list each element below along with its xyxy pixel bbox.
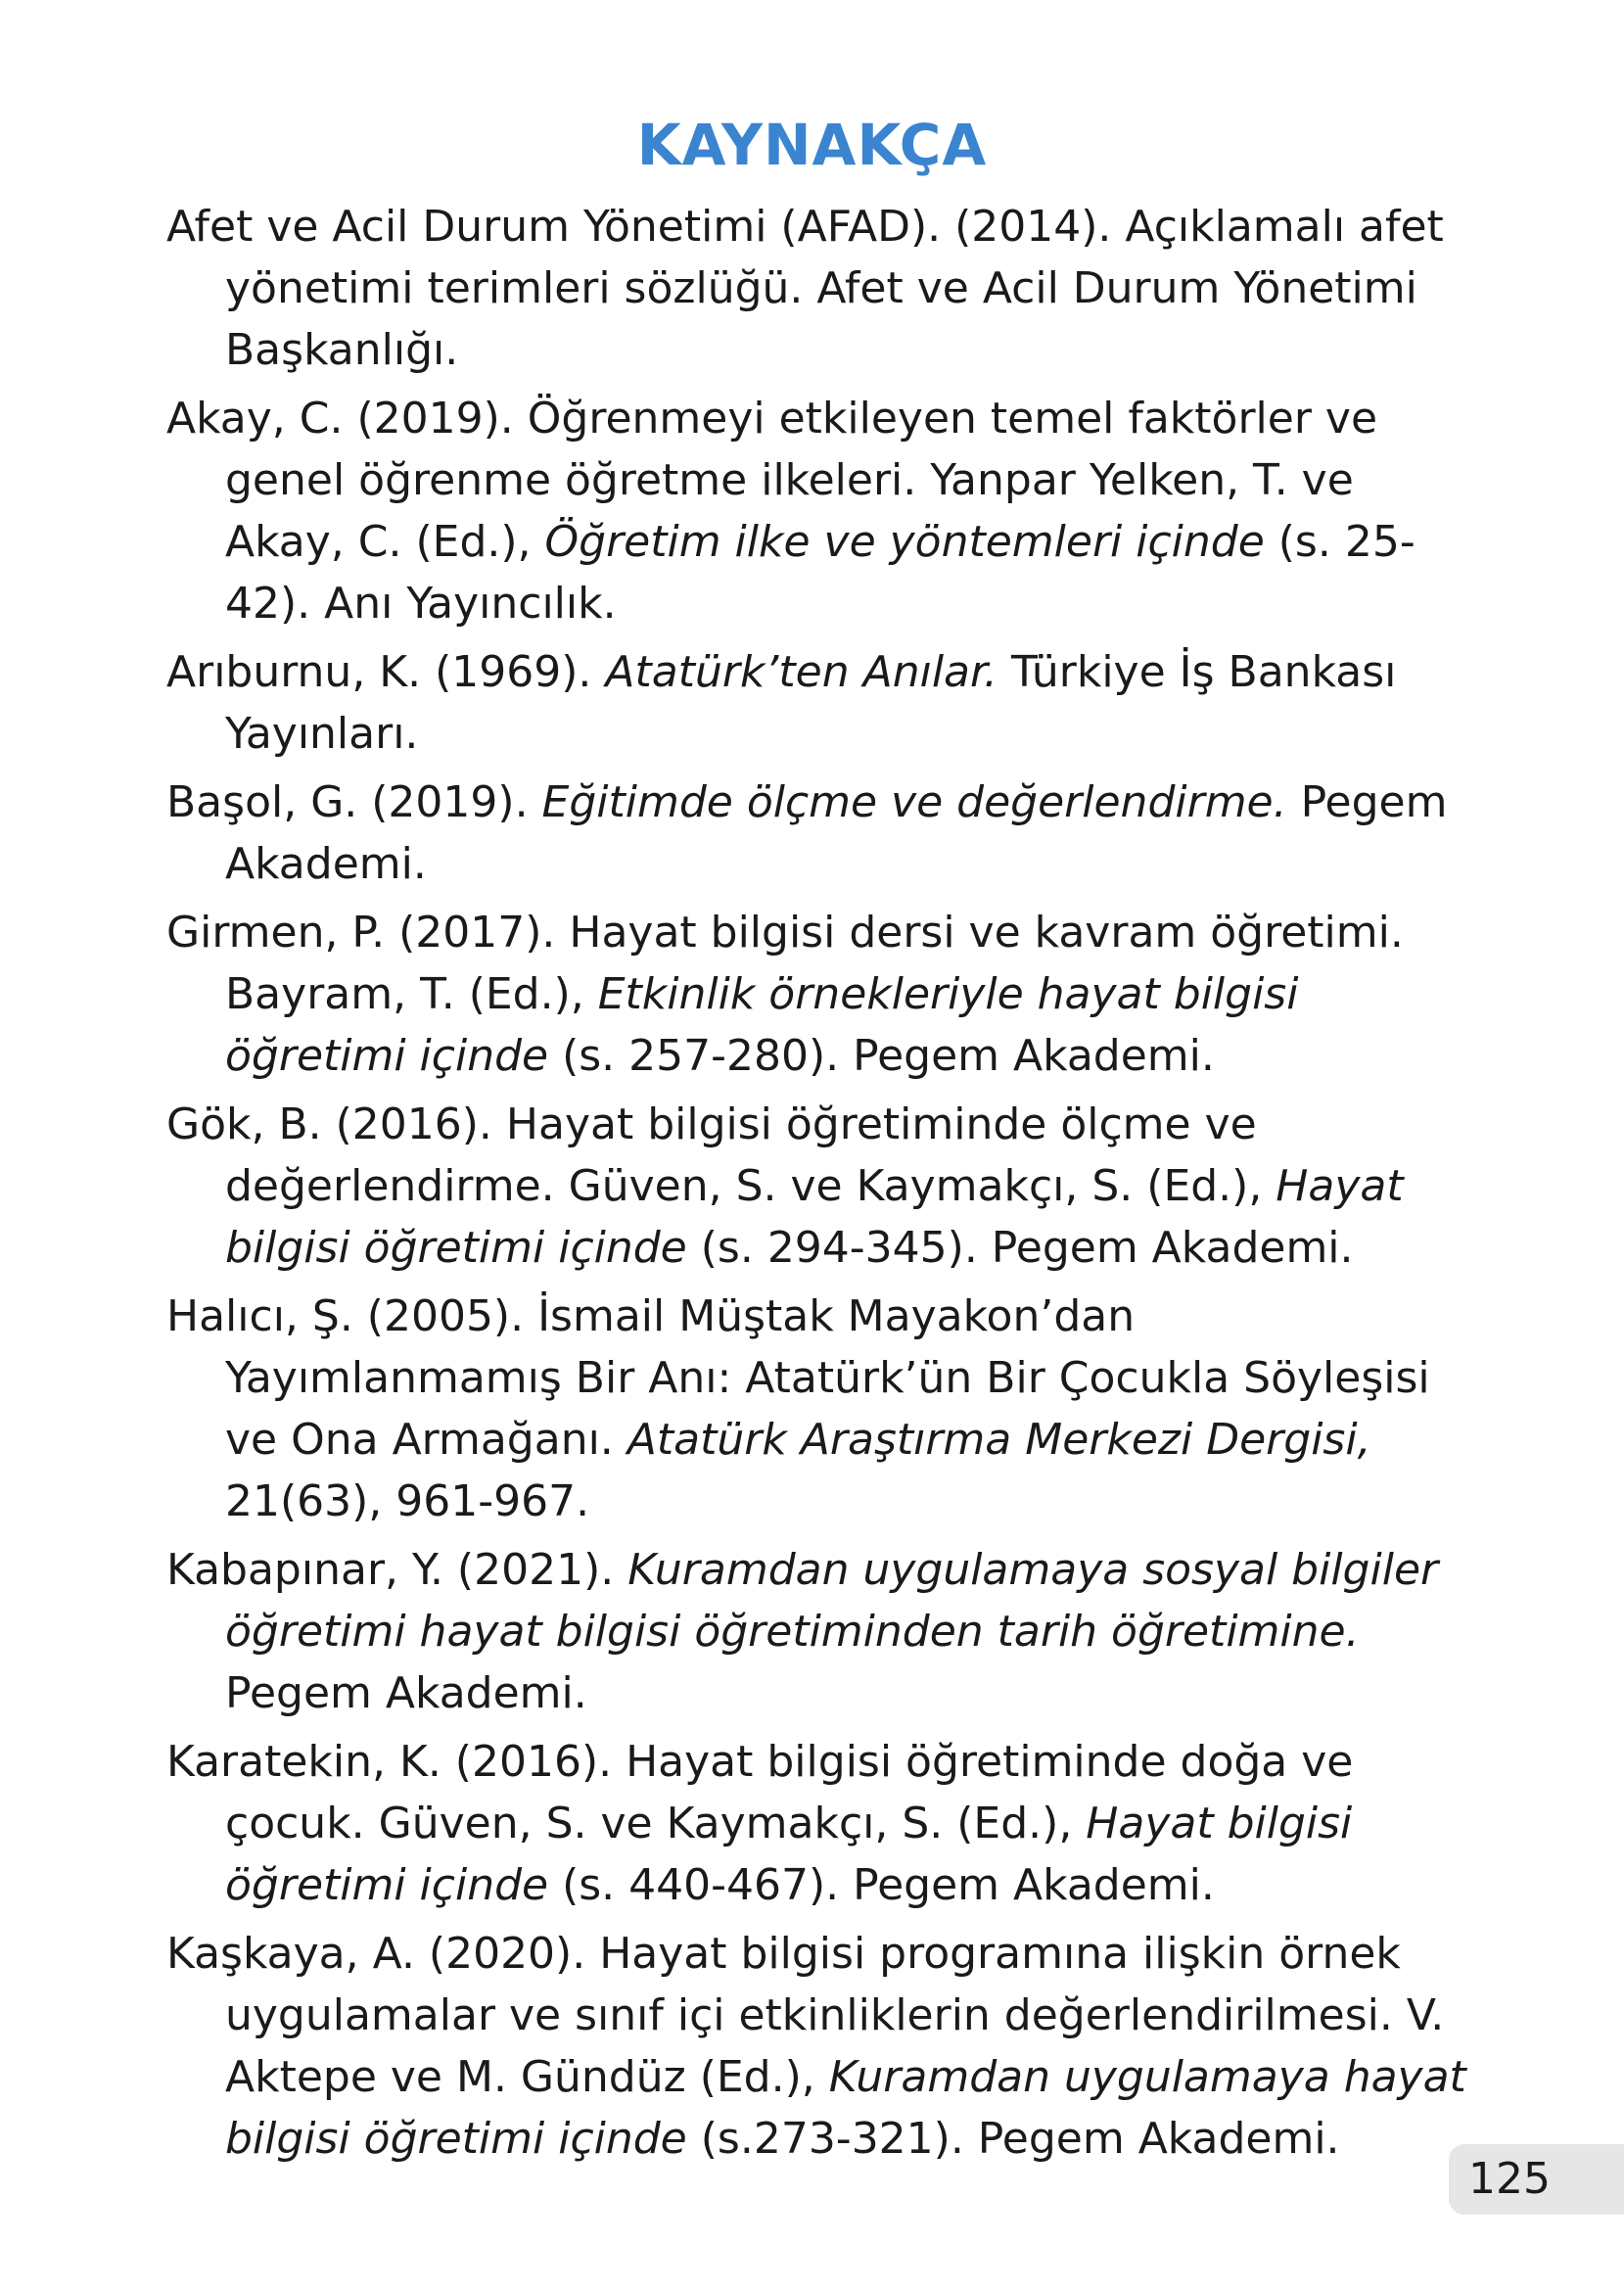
reference-text-end: (s. 25-42). Anı Yayıncılık. — [225, 517, 1415, 629]
reference-text: Akay, C. (2019). Öğrenmeyi etkileyen temel faktörler ve genel öğrenme öğretme ilkeleri. Yanpar Yelken, T. ve Akay, C. (Ed.), — [166, 394, 1378, 567]
reference-item — [166, 196, 1478, 381]
reference-text-end: (s. 257-280). Pegem Akademi. — [548, 1031, 1215, 1081]
reference-text-end: (s. 294-345). Pegem Akademi. — [686, 1223, 1354, 1273]
reference-text-end: 21(63), 961-967. — [225, 1476, 590, 1526]
reference-text: Afet ve Acil Durum Yönetimi (AFAD). (2014). Açıklamalı afet yönetimi terimleri sözlüğü. Afet ve Acil Durum Yönetimi Başkanlığı. — [166, 202, 1444, 375]
page-number: 125 — [1468, 2154, 1551, 2204]
reference-text: Kaşkaya, A. (2020). Hayat bilgisi programına ilişkin örnek uygulamalar ve sınıf içi etkinliklerin değerlendirilmesi. V. Aktepe ve M. Gündüz (Ed.), — [166, 1929, 1445, 2102]
reference-list — [166, 196, 1478, 2176]
reference-text-end: Pegem Akademi. — [225, 1668, 587, 1718]
reference-text: Halıcı, Ş. (2005). İsmail Müştak Mayakon’dan Yayımlanmamış Bir Anı: Atatürk’ün Bir Çocukla Söyleşisi ve Ona Armağanı. — [166, 1291, 1430, 1465]
reference-italic-title: Kuramdan uygulamaya hayat bilgisi öğretimi içinde — [225, 2052, 1466, 2164]
page-number-tab — [1449, 2144, 1624, 2215]
reference-item — [166, 1923, 1478, 2170]
reference-text: Karatekin, K. (2016). Hayat bilgisi öğretiminde doğa ve çocuk. Güven, S. ve Kaymakçı, S. (Ed.), — [166, 1737, 1354, 1848]
reference-text-end: Türkiye İş Bankası Yayınları. — [225, 647, 1397, 759]
reference-italic-title: Eğitimde ölçme ve değerlendirme. — [541, 777, 1287, 827]
reference-item — [166, 388, 1478, 634]
reference-italic-title: Öğretim ilke ve yöntemleri içinde — [544, 517, 1265, 567]
reference-italic-title: Hayat bilgisi öğretimi içinde — [225, 1161, 1404, 1273]
reference-item — [166, 1094, 1478, 1279]
reference-item — [166, 641, 1478, 765]
reference-item — [166, 902, 1478, 1087]
reference-italic-title: Atatürk’ten Anılar. — [605, 647, 998, 697]
reference-text: Girmen, P. (2017). Hayat bilgisi dersi ve kavram öğretimi. Bayram, T. (Ed.), — [166, 908, 1404, 1019]
reference-text-end: (s. 440-467). Pegem Akademi. — [548, 1860, 1215, 1910]
reference-text: Arıburnu, K. (1969). — [166, 647, 606, 697]
reference-italic-title: Hayat bilgisi öğretimi içinde — [225, 1799, 1353, 1910]
reference-text-end: (s.273-321). Pegem Akademi. — [686, 2114, 1340, 2164]
reference-text: Gök, B. (2016). Hayat bilgisi öğretiminde ölçme ve değerlendirme. Güven, S. ve Kaymakçı, S. (Ed.), — [166, 1099, 1276, 1211]
reference-item — [166, 1539, 1478, 1724]
reference-item — [166, 1731, 1478, 1916]
reference-item — [166, 1286, 1478, 1532]
reference-italic-title: Kuramdan uygulamaya sosyal bilgiler öğretimi hayat bilgisi öğretiminden tarih öğretimine. — [225, 1545, 1439, 1657]
reference-italic-title: Atatürk Araştırma Merkezi Dergisi, — [626, 1415, 1371, 1465]
reference-text: Başol, G. (2019). — [166, 777, 542, 827]
page-title: KAYNAKÇA — [636, 112, 988, 178]
reference-item — [166, 771, 1478, 895]
reference-text: Kabapınar, Y. (2021). — [166, 1545, 628, 1595]
reference-italic-title: Etkinlik örnekleriyle hayat bilgisi öğretimi içinde — [225, 969, 1299, 1081]
reference-text-end: Pegem Akademi. — [225, 777, 1448, 889]
